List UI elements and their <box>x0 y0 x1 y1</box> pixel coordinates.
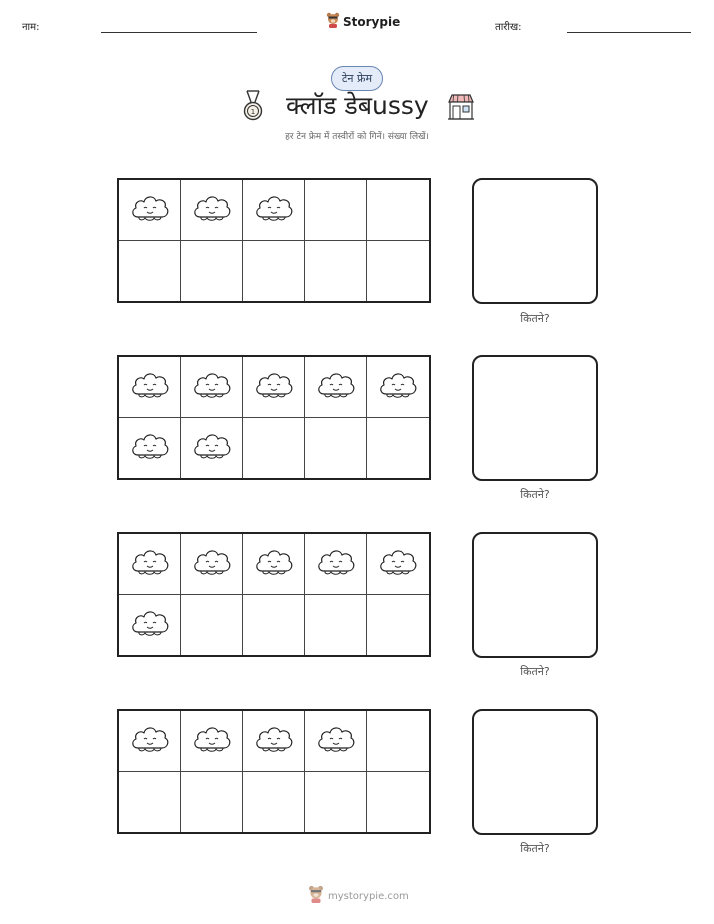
date-label: तारीख: <box>495 22 522 33</box>
frame-cell <box>119 180 181 241</box>
frame-cell <box>181 241 243 302</box>
frame-cell <box>119 711 181 772</box>
frame-cell <box>367 241 429 302</box>
frame-cell <box>181 711 243 772</box>
cloud-icon <box>315 369 357 405</box>
footer <box>308 885 409 907</box>
frame-cell <box>367 595 429 656</box>
cloud-icon <box>191 546 233 582</box>
cloud-icon <box>191 723 233 759</box>
frame-cell <box>119 241 181 302</box>
ten-frame-4 <box>117 709 431 834</box>
topic-badge: टेन फ्रेम <box>331 66 383 91</box>
frame-cell <box>243 772 305 833</box>
cloud-icon <box>253 369 295 405</box>
frame-cell <box>305 418 367 479</box>
brand-name: Storypie <box>343 15 401 29</box>
cloud-icon <box>377 369 419 405</box>
frame-cell <box>119 357 181 418</box>
cloud-icon <box>129 430 171 466</box>
date-line[interactable] <box>567 32 691 33</box>
frame-cell <box>243 595 305 656</box>
cloud-icon <box>129 546 171 582</box>
footer-url[interactable]: mystorypie.com <box>328 890 409 902</box>
frame-cell <box>243 418 305 479</box>
answer-box-1[interactable] <box>472 178 598 304</box>
answer-label-1: कितने? <box>520 312 550 325</box>
answer-box-2[interactable] <box>472 355 598 481</box>
instructions: हर टेन फ्रेम में तस्वीरों को गिनें। संख्या लिखें। <box>285 132 429 142</box>
frame-cell <box>243 534 305 595</box>
cloud-icon <box>377 546 419 582</box>
frame-cell <box>181 418 243 479</box>
frame-cell <box>181 772 243 833</box>
medal-icon <box>240 90 266 128</box>
frame-cell <box>181 534 243 595</box>
ten-frame-2 <box>117 355 431 480</box>
answer-label-3: कितने? <box>520 665 550 678</box>
answer-label-4: कितने? <box>520 842 550 855</box>
frame-cell <box>305 357 367 418</box>
worksheet-title: क्लॉड डेबussy <box>286 91 429 120</box>
frame-cell <box>119 534 181 595</box>
frame-cell <box>305 595 367 656</box>
frame-cell <box>243 711 305 772</box>
frame-cell <box>305 711 367 772</box>
name-label: नाम: <box>22 22 40 33</box>
frame-cell <box>119 595 181 656</box>
cloud-icon <box>191 430 233 466</box>
bear-mascot-icon <box>308 885 324 907</box>
cloud-icon <box>253 723 295 759</box>
frame-cell <box>243 357 305 418</box>
answer-box-3[interactable] <box>472 532 598 658</box>
cloud-icon <box>129 369 171 405</box>
frame-cell <box>243 180 305 241</box>
svg-text:1: 1 <box>250 108 256 116</box>
frame-cell <box>367 534 429 595</box>
ten-frame-1 <box>117 178 431 303</box>
frame-cell <box>243 241 305 302</box>
bear-mascot-icon <box>326 12 340 32</box>
shop-icon <box>446 93 476 125</box>
frame-cell <box>367 772 429 833</box>
cloud-icon <box>191 192 233 228</box>
cloud-icon <box>253 546 295 582</box>
ten-frame-3 <box>117 532 431 657</box>
frame-cell <box>181 180 243 241</box>
frame-cell <box>305 241 367 302</box>
frame-cell <box>367 357 429 418</box>
cloud-icon <box>191 369 233 405</box>
frame-cell <box>181 595 243 656</box>
frame-cell <box>119 772 181 833</box>
brand-logo <box>326 12 400 32</box>
answer-label-2: कितने? <box>520 488 550 501</box>
frame-cell <box>119 418 181 479</box>
frame-cell <box>305 534 367 595</box>
frame-cell <box>367 180 429 241</box>
name-line[interactable] <box>101 32 257 33</box>
cloud-icon <box>315 723 357 759</box>
frame-cell <box>367 711 429 772</box>
frame-cell <box>181 357 243 418</box>
frame-cell <box>367 418 429 479</box>
cloud-icon <box>129 723 171 759</box>
frame-cell <box>305 772 367 833</box>
frame-cell <box>305 180 367 241</box>
cloud-icon <box>315 546 357 582</box>
cloud-icon <box>129 607 171 643</box>
cloud-icon <box>253 192 295 228</box>
answer-box-4[interactable] <box>472 709 598 835</box>
cloud-icon <box>129 192 171 228</box>
